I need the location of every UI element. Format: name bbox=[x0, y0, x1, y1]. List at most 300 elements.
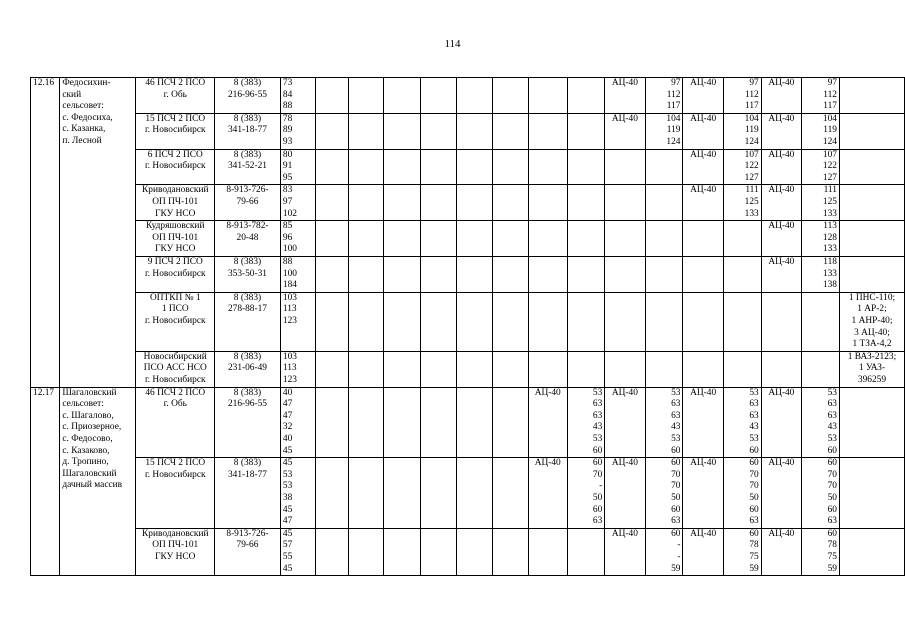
vehicle-type bbox=[683, 528, 723, 575]
distance-values-line: 97 bbox=[282, 196, 293, 207]
phone-number-line: 79-66 bbox=[236, 540, 259, 551]
vehicle-type-line: АЦ-40 bbox=[690, 387, 717, 398]
settlement-name-line: п. Лесной bbox=[62, 135, 102, 146]
empty-cell bbox=[493, 458, 528, 529]
vehicle-times-line: 119 bbox=[823, 125, 837, 136]
empty-cell bbox=[348, 113, 383, 149]
vehicle-type-line: АЦ-40 bbox=[611, 528, 638, 539]
empty-cell bbox=[383, 528, 420, 575]
vehicle-type-line: АЦ-40 bbox=[768, 149, 795, 160]
empty-cell bbox=[645, 221, 683, 257]
distance-values bbox=[280, 387, 315, 458]
empty-cell bbox=[645, 256, 683, 292]
vehicle-times-line: 75 bbox=[827, 551, 837, 562]
distance-values-line: 45 bbox=[282, 458, 293, 469]
empty-cell bbox=[316, 351, 348, 387]
vehicle-times-line: 118 bbox=[823, 256, 837, 267]
empty-cell bbox=[383, 351, 420, 387]
vehicle-type bbox=[605, 113, 645, 149]
vehicle-type-line: АЦ-40 bbox=[768, 185, 795, 196]
vehicle-times-line: 107 bbox=[822, 149, 837, 160]
phone-number-line: 341-18-77 bbox=[227, 125, 267, 136]
empty-cell bbox=[528, 221, 567, 257]
empty-cell bbox=[567, 292, 604, 351]
vehicle-times-line: 117 bbox=[666, 101, 681, 112]
phone-number-line: 8 (383) bbox=[233, 351, 262, 362]
distance-values-line: 93 bbox=[282, 136, 293, 147]
empty-cell bbox=[528, 113, 567, 149]
empty-cell bbox=[683, 351, 723, 387]
vehicle-times-line: 60 bbox=[592, 504, 603, 515]
vehicle-times-line: 97 bbox=[749, 78, 759, 88]
distance-values bbox=[280, 149, 315, 185]
empty-cell bbox=[316, 528, 348, 575]
fire-unit-name-line: ОП ПЧ-101 bbox=[152, 196, 199, 207]
vehicle-times-line: 53 bbox=[749, 387, 759, 398]
distance-values-line: 95 bbox=[282, 172, 293, 183]
vehicle-times bbox=[802, 221, 840, 257]
fire-unit-name-line: Новосибирский bbox=[143, 351, 207, 362]
extra-equipment bbox=[839, 528, 904, 575]
empty-cell bbox=[316, 149, 348, 185]
fire-unit-name bbox=[136, 458, 215, 529]
vehicle-type-line: АЦ-40 bbox=[534, 387, 561, 398]
empty-cell bbox=[528, 149, 567, 185]
phone-number bbox=[215, 256, 281, 292]
vehicle-times-line: 63 bbox=[827, 410, 837, 421]
vehicle-times-line: 63 bbox=[671, 399, 681, 410]
extra-equipment-line: 1 АНР-40; bbox=[851, 315, 893, 326]
distance-values bbox=[280, 78, 315, 114]
extra-equipment bbox=[839, 78, 904, 114]
fire-unit-name bbox=[136, 387, 215, 458]
distance-values bbox=[280, 292, 315, 351]
vehicle-type bbox=[761, 78, 801, 114]
empty-cell bbox=[493, 387, 528, 458]
vehicle-times-line: 60 bbox=[671, 504, 681, 515]
distance-values-line: 40 bbox=[282, 387, 293, 398]
vehicle-times-line: 124 bbox=[666, 136, 681, 147]
settlement-name-line: с. Казаково, bbox=[62, 445, 110, 456]
vehicle-times-line: 50 bbox=[592, 492, 603, 503]
empty-cell bbox=[802, 351, 840, 387]
empty-cell bbox=[723, 221, 761, 257]
vehicle-times-line: 60 bbox=[671, 528, 681, 539]
fire-unit-name bbox=[136, 113, 215, 149]
vehicle-times-line: 107 bbox=[744, 149, 759, 160]
distance-values-line: 47 bbox=[282, 399, 293, 410]
table-row bbox=[31, 149, 905, 185]
vehicle-times bbox=[802, 113, 840, 149]
table-row bbox=[31, 185, 905, 221]
empty-cell bbox=[567, 221, 604, 257]
empty-cell bbox=[420, 458, 456, 529]
vehicle-times-line: 119 bbox=[745, 125, 759, 136]
distance-values-line: 91 bbox=[282, 161, 293, 172]
vehicle-times-line: 63 bbox=[749, 516, 759, 527]
vehicle-times bbox=[802, 387, 840, 458]
empty-cell bbox=[493, 185, 528, 221]
vehicle-times bbox=[723, 185, 761, 221]
vehicle-type-line: АЦ-40 bbox=[611, 387, 638, 398]
vehicle-times-line: 97 bbox=[671, 78, 681, 88]
empty-cell bbox=[605, 221, 645, 257]
empty-cell bbox=[456, 78, 493, 114]
empty-cell bbox=[493, 221, 528, 257]
empty-cell bbox=[567, 149, 604, 185]
distance-values-line: 123 bbox=[282, 315, 297, 326]
fire-unit-name-line: ГКУ НСО bbox=[155, 551, 196, 562]
vehicle-times bbox=[645, 458, 683, 529]
vehicle-times-line: 70 bbox=[671, 469, 681, 480]
phone-number-line: 8-913-726- bbox=[226, 185, 269, 196]
empty-cell bbox=[420, 256, 456, 292]
vehicle-times bbox=[723, 458, 761, 529]
vehicle-times-line: 138 bbox=[822, 280, 837, 291]
vehicle-times-line: 70 bbox=[749, 469, 759, 480]
table-row bbox=[31, 387, 905, 458]
vehicle-times-line: 63 bbox=[592, 399, 603, 410]
distance-values-line: 40 bbox=[282, 433, 293, 444]
extra-equipment bbox=[839, 185, 904, 221]
distance-values bbox=[280, 351, 315, 387]
vehicle-times-line: 63 bbox=[827, 399, 837, 410]
fire-unit-name-line: 15 ПСЧ 2 ПСО bbox=[145, 113, 206, 124]
fire-unit-name-line: 46 ПСЧ 2 ПСО bbox=[145, 387, 206, 398]
settlement-name-line: Федосихин- bbox=[62, 78, 111, 88]
vehicle-times-line: 59 bbox=[827, 563, 837, 574]
vehicle-times-line: 117 bbox=[745, 101, 759, 112]
vehicle-type-line: АЦ-40 bbox=[768, 221, 795, 232]
empty-cell bbox=[567, 351, 604, 387]
empty-cell bbox=[528, 256, 567, 292]
vehicle-times-line: 60 bbox=[827, 458, 837, 469]
phone-number-line: 341-52-21 bbox=[227, 161, 267, 172]
fire-unit-name bbox=[136, 78, 215, 114]
table-row bbox=[31, 256, 905, 292]
vehicle-times-line: 122 bbox=[822, 161, 837, 172]
vehicle-type bbox=[761, 256, 801, 292]
vehicle-times-line: 60 bbox=[671, 458, 681, 469]
vehicle-times-line: 117 bbox=[823, 101, 837, 112]
empty-cell bbox=[456, 256, 493, 292]
distance-values-line: 89 bbox=[282, 125, 293, 136]
distance-values-line: 103 bbox=[282, 292, 297, 303]
empty-cell bbox=[316, 387, 348, 458]
vehicle-type bbox=[683, 113, 723, 149]
fire-unit-name bbox=[136, 292, 215, 351]
vehicle-times-line: 43 bbox=[671, 422, 681, 433]
distance-values-line: 100 bbox=[282, 244, 297, 255]
vehicle-times-line: 60 bbox=[749, 504, 759, 515]
phone-number bbox=[215, 78, 281, 114]
vehicle-times-line: 60 bbox=[592, 458, 603, 469]
empty-cell bbox=[383, 292, 420, 351]
fire-unit-name-line: ОПТКП № 1 bbox=[149, 292, 201, 303]
vehicle-type-line: АЦ-40 bbox=[690, 458, 717, 469]
vehicle-times-line: 104 bbox=[744, 113, 759, 124]
vehicle-type-line: АЦ-40 bbox=[768, 113, 795, 124]
fire-unit-name-line: ГКУ НСО bbox=[155, 244, 196, 255]
vehicle-type bbox=[761, 528, 801, 575]
empty-cell bbox=[456, 351, 493, 387]
phone-number-line: 79-66 bbox=[236, 196, 259, 207]
empty-cell bbox=[420, 528, 456, 575]
fire-unit-name-line: Криводановский bbox=[142, 185, 209, 196]
table-row bbox=[31, 528, 905, 575]
vehicle-times bbox=[802, 528, 840, 575]
extra-equipment-line: 1 УАЗ- bbox=[858, 363, 886, 374]
fire-unit-name-line: 9 ПСЧ 2 ПСО bbox=[147, 256, 203, 267]
fire-unit-name bbox=[136, 528, 215, 575]
vehicle-times-line: 112 bbox=[666, 89, 681, 100]
empty-cell bbox=[528, 78, 567, 114]
distance-values bbox=[280, 256, 315, 292]
vehicle-times-line: 112 bbox=[823, 89, 837, 100]
settlement-name-line: д. Тропино, bbox=[62, 457, 109, 468]
vehicle-times-line: 119 bbox=[666, 125, 681, 136]
fire-unit-name-line: ПСО АСС НСО bbox=[143, 363, 207, 374]
fire-unit-name-line: г. Новосибирск bbox=[144, 161, 206, 172]
distance-values-line: 45 bbox=[282, 528, 293, 539]
empty-cell bbox=[420, 78, 456, 114]
vehicle-times-line: 128 bbox=[822, 232, 837, 243]
phone-number-line: 8 (383) bbox=[233, 292, 262, 303]
distance-values bbox=[280, 113, 315, 149]
phone-number-line: 8-913-782- bbox=[226, 221, 269, 232]
empty-cell bbox=[456, 221, 493, 257]
vehicle-type-line: АЦ-40 bbox=[768, 256, 795, 267]
settlement-name-line: сельсовет: bbox=[62, 399, 104, 410]
settlement-name-line: с. Казанка, bbox=[62, 124, 106, 135]
vehicle-type bbox=[761, 458, 801, 529]
empty-cell bbox=[456, 458, 493, 529]
distance-values-line: 102 bbox=[282, 208, 297, 219]
settlement-name-line: сельсовет: bbox=[62, 101, 104, 112]
distance-values-line: 53 bbox=[282, 481, 293, 492]
vehicle-times-line: 59 bbox=[749, 563, 759, 574]
empty-cell bbox=[645, 185, 683, 221]
vehicle-times-line: 50 bbox=[671, 492, 681, 503]
empty-cell bbox=[456, 387, 493, 458]
vehicle-type-line: АЦ-40 bbox=[690, 78, 717, 88]
empty-cell bbox=[802, 292, 840, 351]
extra-equipment-line: 1 ПНС-110; bbox=[848, 292, 896, 303]
extra-equipment-line: 3 АЦ-40; bbox=[854, 327, 890, 338]
extra-equipment bbox=[839, 387, 904, 458]
vehicle-times bbox=[645, 78, 683, 114]
phone-number bbox=[215, 351, 281, 387]
vehicle-times-line: 111 bbox=[745, 185, 759, 196]
extra-equipment-line: 396259 bbox=[857, 374, 887, 385]
empty-cell bbox=[645, 292, 683, 351]
empty-cell bbox=[605, 292, 645, 351]
settlement-name-line: с. Федосово, bbox=[62, 433, 113, 444]
vehicle-times-line: 133 bbox=[744, 208, 759, 219]
phone-number-line: 8 (383) bbox=[233, 256, 262, 267]
extra-equipment bbox=[839, 149, 904, 185]
distance-values bbox=[280, 221, 315, 257]
empty-cell bbox=[348, 292, 383, 351]
empty-cell bbox=[348, 149, 383, 185]
vehicle-times-line: 60 bbox=[592, 445, 603, 456]
fire-unit-name-line: г. Новосибирск bbox=[144, 125, 206, 136]
empty-cell bbox=[723, 292, 761, 351]
fire-unit-name-line: Кудряшовский bbox=[146, 221, 205, 232]
distance-values-line: 85 bbox=[282, 221, 293, 232]
empty-cell bbox=[567, 528, 604, 575]
vehicle-times-line: 124 bbox=[822, 136, 837, 147]
vehicle-times bbox=[567, 458, 604, 529]
fire-unit-name-line: г. Новосибирск bbox=[144, 268, 206, 279]
empty-cell bbox=[383, 256, 420, 292]
fire-unit-name-line: Криводановский bbox=[142, 528, 209, 539]
vehicle-times-line: 133 bbox=[822, 208, 837, 219]
empty-cell bbox=[348, 351, 383, 387]
phone-number-line: 8 (383) bbox=[233, 149, 262, 160]
vehicle-times-line: 63 bbox=[749, 410, 759, 421]
extra-equipment bbox=[839, 256, 904, 292]
distance-values-line: 103 bbox=[282, 351, 297, 362]
phone-number bbox=[215, 528, 281, 575]
vehicle-times-line: 104 bbox=[666, 113, 681, 124]
vehicle-times bbox=[723, 78, 761, 114]
vehicle-times bbox=[802, 185, 840, 221]
vehicle-times bbox=[802, 149, 840, 185]
phone-number bbox=[215, 458, 281, 529]
empty-cell bbox=[567, 113, 604, 149]
vehicle-times-line: 53 bbox=[749, 433, 759, 444]
vehicle-times-line: 111 bbox=[823, 185, 837, 196]
fire-unit-name bbox=[136, 185, 215, 221]
phone-number-line: 216-96-55 bbox=[227, 89, 267, 100]
fire-unit-name bbox=[136, 221, 215, 257]
settlement-name-line: с. Шагалово, bbox=[62, 410, 114, 421]
vehicle-type-line: АЦ-40 bbox=[768, 458, 795, 469]
fire-unit-name bbox=[136, 351, 215, 387]
empty-cell bbox=[567, 256, 604, 292]
vehicle-times-line: 127 bbox=[744, 172, 759, 183]
vehicle-type bbox=[761, 387, 801, 458]
empty-cell bbox=[528, 528, 567, 575]
phone-number bbox=[215, 185, 281, 221]
table-row bbox=[31, 351, 905, 387]
vehicle-times-line: 60 bbox=[749, 445, 759, 456]
distance-values-line: 47 bbox=[282, 516, 293, 527]
vehicle-type bbox=[683, 149, 723, 185]
empty-cell bbox=[383, 113, 420, 149]
empty-cell bbox=[348, 221, 383, 257]
empty-cell bbox=[383, 149, 420, 185]
vehicle-times-line: 70 bbox=[827, 481, 837, 492]
empty-cell bbox=[605, 149, 645, 185]
empty-cell bbox=[348, 458, 383, 529]
fire-response-table bbox=[30, 77, 905, 576]
empty-cell bbox=[383, 78, 420, 114]
vehicle-times-line: 97 bbox=[827, 78, 837, 88]
fire-unit-name-line: ОП ПЧ-101 bbox=[152, 540, 199, 551]
extra-equipment bbox=[839, 113, 904, 149]
empty-cell bbox=[420, 351, 456, 387]
empty-cell bbox=[761, 292, 801, 351]
empty-cell bbox=[456, 292, 493, 351]
vehicle-times-line: 125 bbox=[744, 196, 759, 207]
vehicle-times-line: 70 bbox=[671, 481, 681, 492]
vehicle-times-line: 50 bbox=[749, 492, 759, 503]
vehicle-times-line: 53 bbox=[592, 433, 603, 444]
distance-values-line: 57 bbox=[282, 540, 293, 551]
vehicle-type bbox=[761, 113, 801, 149]
distance-values bbox=[280, 458, 315, 529]
vehicle-times bbox=[567, 387, 604, 458]
vehicle-times-line: 60 bbox=[827, 445, 837, 456]
settlement-name-line: с. Приозерное, bbox=[62, 422, 122, 433]
vehicle-times-line: 70 bbox=[749, 481, 759, 492]
settlement-name-line: с. Федосиха, bbox=[62, 112, 113, 123]
vehicle-type bbox=[528, 458, 567, 529]
empty-cell bbox=[420, 149, 456, 185]
distance-values-line: 113 bbox=[282, 304, 297, 315]
empty-cell bbox=[383, 387, 420, 458]
empty-cell bbox=[420, 292, 456, 351]
empty-cell bbox=[420, 221, 456, 257]
empty-cell bbox=[420, 185, 456, 221]
vehicle-times-line: 43 bbox=[827, 422, 837, 433]
empty-cell bbox=[348, 256, 383, 292]
vehicle-times-line: 43 bbox=[749, 422, 759, 433]
empty-cell bbox=[493, 256, 528, 292]
empty-cell bbox=[456, 113, 493, 149]
settlement-name-line: дачный массив bbox=[62, 480, 123, 491]
settlement-name bbox=[60, 387, 136, 576]
fire-unit-name-line: г. Новосибирск bbox=[144, 469, 206, 480]
distance-values-line: 47 bbox=[282, 410, 293, 421]
empty-cell bbox=[383, 221, 420, 257]
empty-cell bbox=[316, 78, 348, 114]
phone-number-line: 216-96-55 bbox=[227, 399, 267, 410]
distance-values-line: 45 bbox=[282, 445, 293, 456]
vehicle-times-line: 60 bbox=[671, 445, 681, 456]
extra-equipment-line: 1 ВАЗ-2123; bbox=[847, 351, 897, 362]
section-code bbox=[31, 387, 60, 576]
vehicle-times-line: 78 bbox=[827, 540, 837, 551]
fire-unit-name-line: ОП ПЧ-101 bbox=[152, 232, 199, 243]
distance-values bbox=[280, 528, 315, 575]
settlement-name bbox=[60, 78, 136, 388]
fire-unit-name-line: 46 ПСЧ 2 ПСО bbox=[145, 78, 206, 88]
distance-values-line: 96 bbox=[282, 232, 293, 243]
phone-number bbox=[215, 149, 281, 185]
fire-unit-name-line: 15 ПСЧ 2 ПСО bbox=[145, 458, 206, 469]
empty-cell bbox=[683, 221, 723, 257]
vehicle-times-line: 112 bbox=[745, 89, 759, 100]
vehicle-times-line: 50 bbox=[827, 492, 837, 503]
vehicle-times-line: 125 bbox=[822, 196, 837, 207]
vehicle-times-line: 122 bbox=[744, 161, 759, 172]
vehicle-type bbox=[683, 78, 723, 114]
empty-cell bbox=[645, 351, 683, 387]
empty-cell bbox=[605, 256, 645, 292]
empty-cell bbox=[493, 292, 528, 351]
vehicle-times-line: 133 bbox=[822, 268, 837, 279]
distance-values-line: 55 bbox=[282, 551, 293, 562]
settlement-name-line: Шагаловский bbox=[62, 387, 117, 398]
empty-cell bbox=[348, 185, 383, 221]
empty-cell bbox=[348, 78, 383, 114]
vehicle-times-line: 63 bbox=[592, 516, 603, 527]
vehicle-type bbox=[761, 221, 801, 257]
vehicle-times-line: - bbox=[677, 551, 681, 562]
